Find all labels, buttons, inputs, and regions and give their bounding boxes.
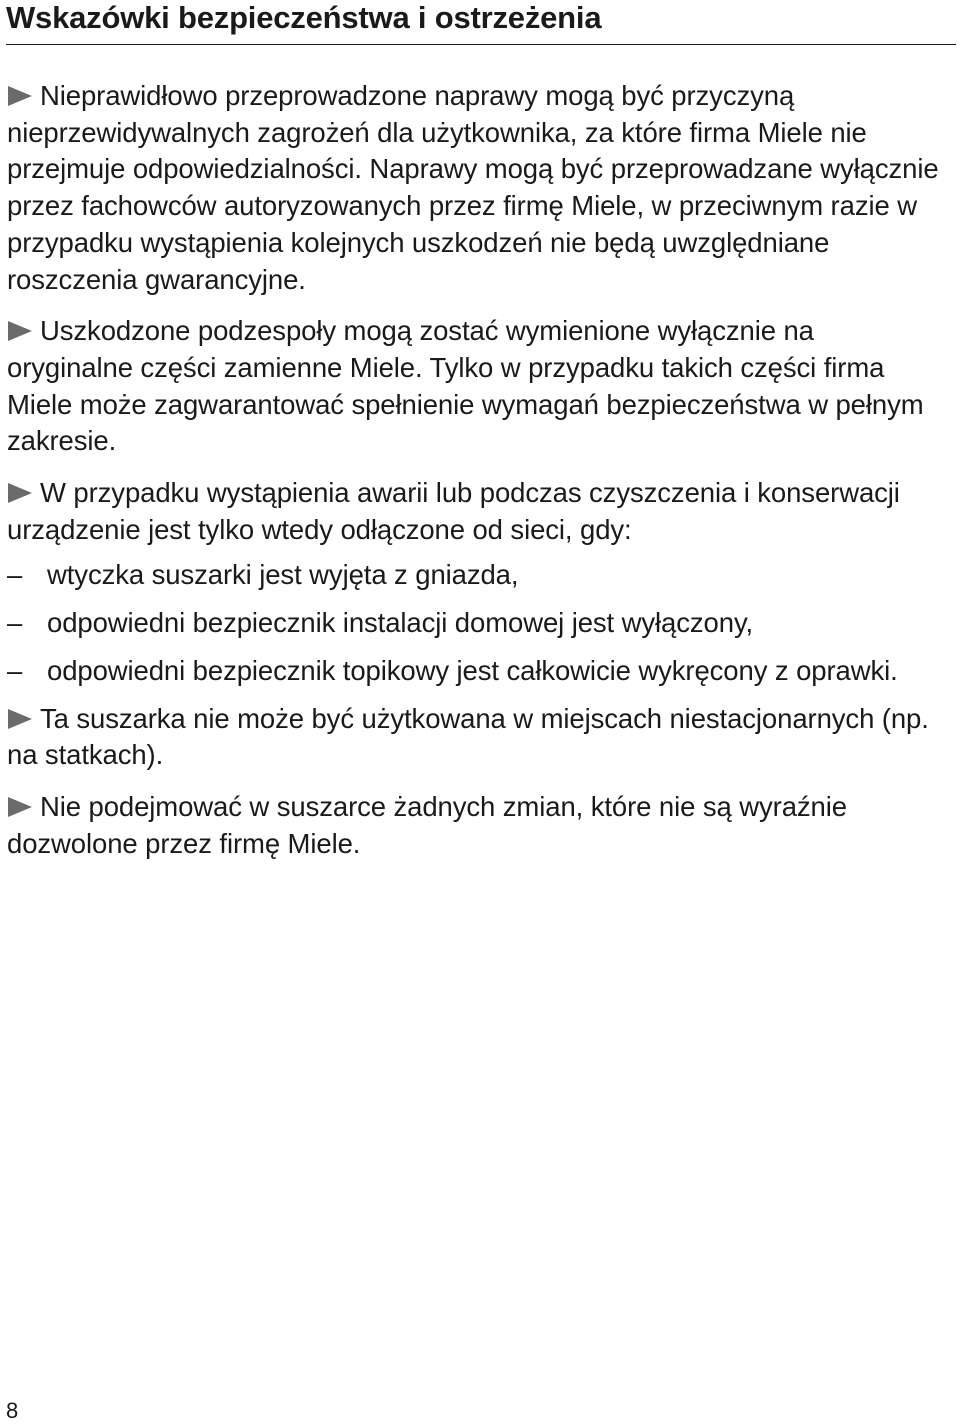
warning-paragraph-repairs [7,78,945,298]
list-item [7,605,945,642]
warning-text-parts: Uszkodzone podzespoły mogą zostać wymienione wyłącznie na oryginalne części zamienne Miele. Tylko w przypadku takich części firma Miele może zagwarantować spełnienie wymagań bezpieczeństwa w pełnym zakresie. [7,315,924,457]
list-item [7,653,945,690]
triangle-arrow-icon [7,85,33,107]
dash-marker: – [7,607,23,639]
warning-text-modifications: Nie podejmować w suszarce żadnych zmian, które nie są wyraźnie dozwolone przez firmę Miele. [7,790,847,859]
warning-text-stationary: Ta suszarka nie może być użytkowana w miejscach niestacjonarnych (np. na statkach). [7,702,929,771]
list-item-text: wtyczka suszarki jest wyjęta z gniazda, [47,559,519,591]
safety-content [7,78,945,862]
page-title: Wskazówki bezpieczeństwa i ostrzeżenia [6,0,602,35]
triangle-arrow-icon [7,482,33,504]
list-item-text: odpowiedni bezpiecznik topikowy jest całkowicie wykręcony z oprawki. [47,654,898,686]
dash-marker: – [7,559,23,591]
warning-paragraph-disconnect [7,475,945,548]
list-item [7,557,945,594]
dash-marker: – [7,654,23,686]
triangle-arrow-icon [7,796,33,818]
triangle-arrow-icon [7,708,33,730]
disconnect-conditions-list [7,557,945,689]
triangle-arrow-icon [7,320,33,342]
title-divider [6,44,956,45]
page-number: 8 [6,1398,19,1423]
list-item-text: odpowiedni bezpiecznik instalacji domowej jest wyłączony, [47,607,754,639]
warning-paragraph-modifications [7,789,945,862]
warning-paragraph-parts [7,313,945,460]
warning-text-repairs: Nieprawidłowo przeprowadzone naprawy mogą być przyczyną nieprzewidywalnych zagrożeń dla użytkownika, za które firma Miele nie przejmuje odpowiedzialności. Naprawy mogą być przeprowadzane wyłącznie przez fachowców autoryzowanych przez firmę Miele, w przeciwnym razie w przypadku wystąpienia kolejnych uszkodzeń nie będą uwzględniane roszczenia gwarancyjne. [7,80,939,295]
warning-text-disconnect: W przypadku wystąpienia awarii lub podczas czyszczenia i konserwacji urządzenie jest tylko wtedy odłączone od sieci, gdy: [7,477,900,545]
warning-paragraph-stationary [7,701,945,774]
